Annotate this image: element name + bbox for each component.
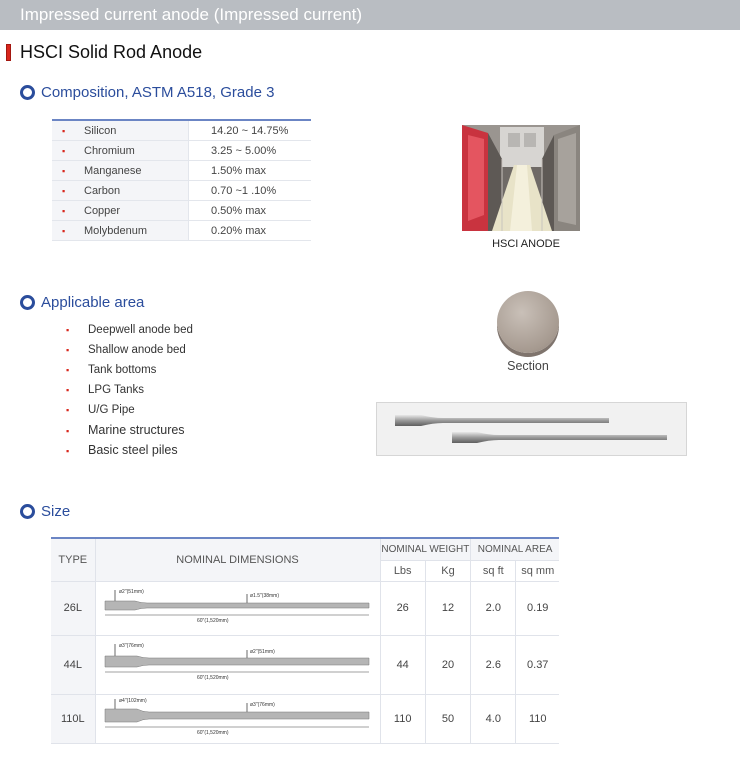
size-heading bbox=[20, 503, 70, 520]
bullet-icon: ▪ bbox=[66, 446, 70, 456]
rod-dimension-diagram bbox=[97, 636, 379, 691]
dim-left-label: ø4"(102mm) bbox=[118, 697, 147, 704]
page-banner: Impressed current anode (Impressed current) bbox=[0, 0, 740, 30]
bullet-icon: ▪ bbox=[66, 325, 70, 335]
bullet-icon: ▪ bbox=[62, 165, 66, 176]
type-cell: 44L bbox=[51, 635, 95, 694]
table-row bbox=[51, 635, 559, 694]
applicable-list bbox=[66, 322, 193, 462]
dim-right-label: ø1.5"(38mm) bbox=[249, 592, 279, 599]
type-cell: 26L bbox=[51, 581, 95, 635]
element-name: Manganese bbox=[84, 164, 142, 177]
list-item-label: U/G Pipe bbox=[88, 404, 135, 416]
bullet-icon: ▪ bbox=[66, 426, 70, 436]
bullet-icon: ▪ bbox=[66, 385, 70, 395]
table-row bbox=[52, 201, 311, 221]
dimension-drawing bbox=[95, 635, 380, 694]
ring-bullet-icon bbox=[20, 504, 35, 519]
applicable-heading-text: Applicable area bbox=[41, 294, 145, 311]
dim-left-label: ø3"(76mm) bbox=[118, 642, 144, 649]
type-cell: 110L bbox=[51, 694, 95, 743]
list-item-label: Marine structures bbox=[88, 423, 185, 437]
bullet-icon: ▪ bbox=[62, 205, 66, 216]
list-item-label: Deepwell anode bed bbox=[88, 324, 193, 336]
element-name: Carbon bbox=[84, 184, 121, 197]
list-item bbox=[66, 322, 193, 342]
element-name: Chromium bbox=[84, 144, 135, 157]
photo-illustration bbox=[462, 125, 580, 231]
bullet-icon: ▪ bbox=[66, 405, 70, 415]
list-item bbox=[66, 382, 193, 402]
element-value: 0.20% max bbox=[189, 221, 312, 241]
list-item-label: LPG Tanks bbox=[88, 384, 145, 396]
bullet-icon: ▪ bbox=[62, 125, 66, 136]
photo-caption: HSCI ANODE bbox=[492, 238, 560, 250]
list-item bbox=[66, 422, 193, 442]
element-name: Copper bbox=[84, 204, 121, 217]
list-item bbox=[66, 442, 193, 462]
bullet-icon: ▪ bbox=[62, 185, 66, 196]
col-lbs: Lbs bbox=[380, 560, 425, 581]
product-title bbox=[6, 41, 202, 63]
table-row bbox=[52, 221, 311, 241]
dim-right-label: ø3"(76mm) bbox=[249, 701, 275, 708]
list-item bbox=[66, 342, 193, 362]
col-area: NOMINAL AREA bbox=[471, 538, 559, 560]
product-title-text: HSCI Solid Rod Anode bbox=[20, 41, 203, 62]
element-value: 14.20 ~ 14.75% bbox=[189, 120, 312, 141]
composition-heading-text: Composition, ASTM A518, Grade 3 bbox=[41, 84, 275, 101]
element-value: 0.50% max bbox=[189, 201, 312, 221]
lbs-cell: 110 bbox=[380, 694, 425, 743]
sqmm-cell: 0.37 bbox=[516, 635, 559, 694]
kg-cell: 20 bbox=[425, 635, 470, 694]
lbs-cell: 44 bbox=[380, 635, 425, 694]
table-row bbox=[51, 694, 559, 743]
table-row bbox=[52, 141, 311, 161]
dim-length-label: 60"(1,520mm) bbox=[196, 674, 229, 681]
col-kg: Kg bbox=[425, 560, 470, 581]
ring-bullet-icon bbox=[20, 295, 35, 310]
dim-left-label: ø2"(51mm) bbox=[118, 588, 144, 595]
kg-cell: 50 bbox=[425, 694, 470, 743]
element-value: 1.50% max bbox=[189, 161, 312, 181]
applicable-heading bbox=[20, 294, 144, 311]
col-weight: NOMINAL WEIGHT bbox=[380, 538, 471, 560]
dimension-drawing bbox=[95, 694, 380, 743]
element-value: 3.25 ~ 5.00% bbox=[189, 141, 312, 161]
dim-length-label: 60"(1,520mm) bbox=[196, 729, 229, 736]
anode-installation-photo bbox=[462, 125, 580, 231]
lbs-cell: 26 bbox=[380, 581, 425, 635]
rod-dimension-diagram bbox=[97, 695, 379, 740]
col-type: TYPE bbox=[51, 538, 95, 581]
sqft-cell: 4.0 bbox=[471, 694, 516, 743]
col-dimensions: NOMINAL DIMENSIONS bbox=[95, 538, 380, 581]
list-item-label: Basic steel piles bbox=[88, 443, 178, 457]
table-row bbox=[52, 120, 311, 141]
dimension-drawing bbox=[95, 581, 380, 635]
table-row bbox=[51, 581, 559, 635]
composition-table bbox=[52, 119, 311, 241]
dim-length-label: 60"(1,520mm) bbox=[196, 617, 229, 624]
list-item-label: Tank bottoms bbox=[88, 364, 157, 376]
table-row bbox=[52, 181, 311, 201]
section-caption: Section bbox=[507, 359, 549, 373]
col-sqmm: sq mm bbox=[516, 560, 559, 581]
element-value: 0.70 ~1 .10% bbox=[189, 181, 312, 201]
col-sqft: sq ft bbox=[471, 560, 516, 581]
bullet-icon: ▪ bbox=[66, 365, 70, 375]
size-table bbox=[51, 537, 559, 744]
element-name: Silicon bbox=[84, 124, 117, 137]
list-item bbox=[66, 362, 193, 382]
ring-bullet-icon bbox=[20, 85, 35, 100]
list-item bbox=[66, 402, 193, 422]
rod-anode-image bbox=[376, 402, 687, 456]
rod-illustration bbox=[377, 403, 686, 455]
sqft-cell: 2.6 bbox=[471, 635, 516, 694]
bullet-icon: ▪ bbox=[62, 225, 66, 236]
sqmm-cell: 110 bbox=[516, 694, 559, 743]
bullet-icon: ▪ bbox=[66, 345, 70, 355]
rod-dimension-diagram bbox=[97, 582, 379, 632]
list-item-label: Shallow anode bed bbox=[88, 344, 186, 356]
sqmm-cell: 0.19 bbox=[516, 581, 559, 635]
composition-heading bbox=[20, 84, 274, 101]
title-marker bbox=[6, 44, 11, 61]
table-row bbox=[52, 161, 311, 181]
anode-section-image bbox=[497, 291, 559, 353]
element-name: Molybdenum bbox=[84, 224, 147, 237]
bullet-icon: ▪ bbox=[62, 145, 66, 156]
size-heading-text: Size bbox=[41, 503, 71, 520]
sqft-cell: 2.0 bbox=[471, 581, 516, 635]
dim-right-label: ø2"(51mm) bbox=[249, 648, 275, 655]
kg-cell: 12 bbox=[425, 581, 470, 635]
